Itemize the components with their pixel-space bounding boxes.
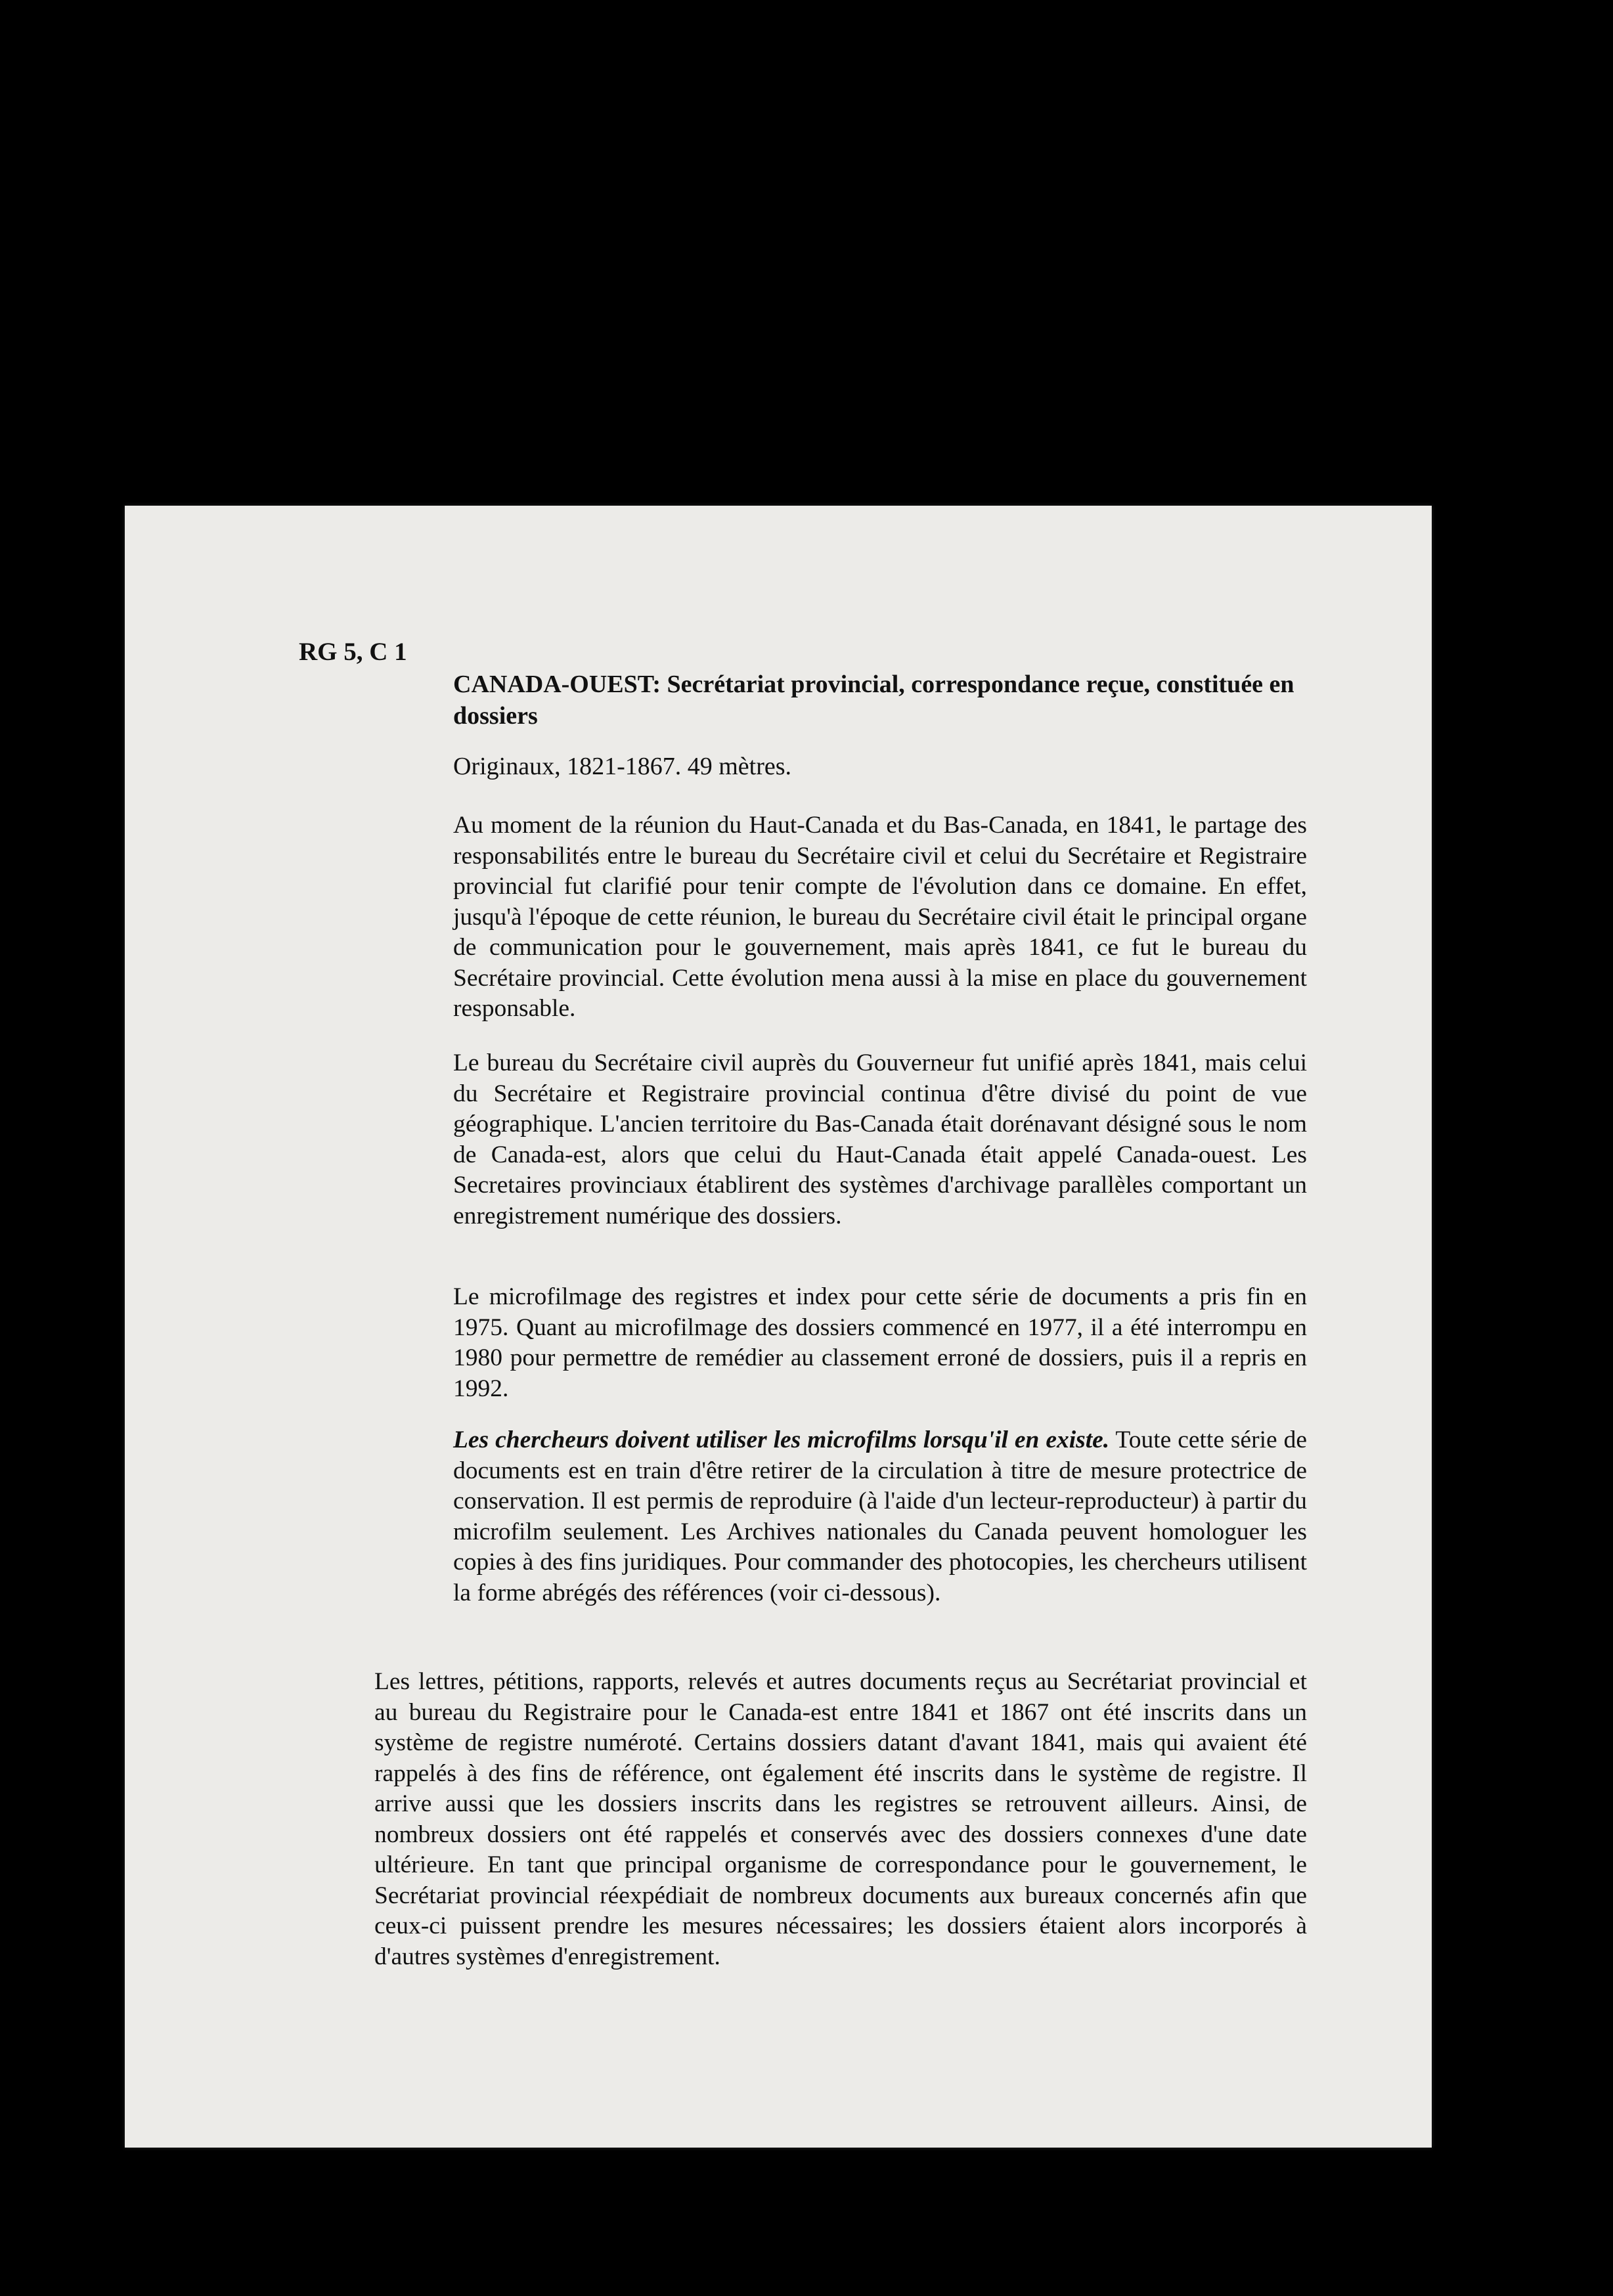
paragraph-access-restrictions [453, 1425, 1307, 1608]
reference-code: RG 5, C 1 [299, 638, 407, 666]
access-details: Toute cette série de documents est en train d'être retirer de la circulation à titre de mesure protectrice de conservation. Il est permis de reproduire (à l'aide d'un lecteur-reproducteur) à partir du microfilm seulement. Les Archives nationales du Canada peuvent homologuer les copies à des fins juridiques. Pour commander des photocopies, les chercheurs utilisent la forme abrégés des références (voir ci-dessous). [453, 1426, 1307, 1606]
paragraph-microfilming: Le microfilmage des registres et index pour cette série de documents a pris fin en 1975. Quant au microfilmage des dossiers commencé en 1977, il a été interrompu en 1980 pour permettre de remédier au classement erroné de dossiers, puis il a repris en 1992. [453, 1283, 1307, 1402]
paragraph-history: Au moment de la réunion du Haut-Canada et du Bas-Canada, en 1841, le partage des responsabilités entre le bureau du Secrétaire civil et celui du Secrétaire et Registraire provincial fut clarifié pour tenir compte de l'évolution dans ce domaine. En effet, jusqu'à l'époque de cette réunion, le bureau du Secrétaire civil était le principal organe de communication pour le gouvernement, mais après 1841, ce fut le bureau du Secrétaire provincial. Cette évolution mena aussi à la mise en place du gouvernement responsable. [453, 812, 1307, 1022]
paragraph-registry-system: Les lettres, pétitions, rapports, relevés et autres documents reçus au Secrétariat provincial et au bureau du Registraire pour le Canada-est entre 1841 et 1867 ont été inscrits dans un système de registre numéroté. Certains dossiers datant d'avant 1841, mais qui avaient été rappelés à des fins de référence, ont également été inscrits dans le système de registre. Il arrive aussi que les dossiers inscrits dans les registres se retrouvent ailleurs. Ainsi, de nombreux dossiers ont été rappelés et conservés avec des dossiers connexes d'une date ultérieure. En tant que principal organisme de correspondance pour le gouvernement, le Secrétariat provincial réexpédiait de nombreux documents aux bureaux concernés afin que ceux-ci puissent prendre les mesures nécessaires; les dossiers étaient alors incorporés à d'autres systèmes d'enregistrement. [374, 1668, 1307, 1970]
extent-line: Originaux, 1821-1867. 49 mètres. [453, 753, 792, 780]
document-title: CANADA-OUEST: Secrétariat provincial, correspondance reçue, constituée en dossiers [453, 671, 1294, 730]
document-page [125, 506, 1432, 2148]
microfilm-notice: Les chercheurs doivent utiliser les microfilms lorsqu'il en existe. [453, 1426, 1110, 1453]
paragraph-division: Le bureau du Secrétaire civil auprès du Gouverneur fut unifié après 1841, mais celui du Secrétaire et Registraire provincial continua d'être divisé du point de vue géographique. L'ancien territoire du Bas-Canada était dorénavant désigné sous le nom de Canada-est, alors que celui du Haut-Canada était appelé Canada-ouest. Les Secretaires provinciaux établirent des systèmes d'archivage parallèles comportant un enregistrement numérique des dossiers. [453, 1049, 1307, 1229]
